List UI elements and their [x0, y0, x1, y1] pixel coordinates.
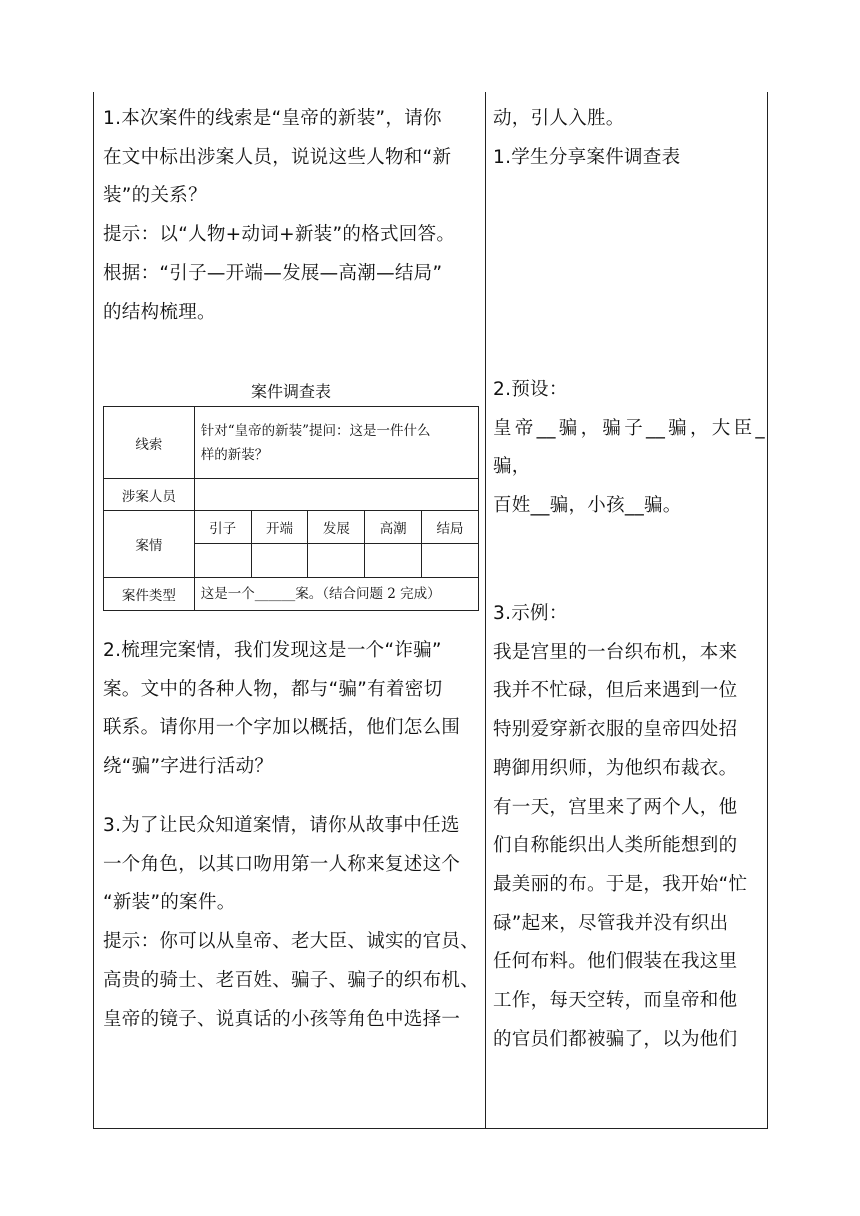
case-type-text: 这是一个______案。（结合问题 2 完成）	[194, 578, 478, 611]
text-line: 在文中标出涉案人员，说说这些人物和“新	[103, 146, 452, 168]
text-line: 高贵的骑士、老百姓、骗子、骗子的织布机、	[103, 969, 480, 991]
text-line: 的官员们都被骗了，以为他们	[493, 1028, 738, 1050]
text-line: 最美丽的布。于是，我开始“忙	[493, 873, 748, 895]
stage-cell	[422, 544, 479, 578]
stage-header: 结局	[422, 511, 479, 544]
stage-cell	[251, 544, 308, 578]
text-line: 任何布料。他们假装在我这里	[493, 951, 738, 973]
text-line: 1.本次案件的线索是“皇帝的新装”，请你	[103, 108, 442, 129]
clue-text: 样的新装？	[200, 446, 269, 463]
case-investigation-table	[103, 406, 479, 611]
stage-header: 开端	[251, 511, 308, 544]
question-3-block	[103, 807, 479, 1039]
text-line: 案。文中的各种人物，都与“骗”有着密切	[103, 678, 443, 700]
text-line: 一个角色，以其口吻用第一人称来复述这个	[103, 853, 461, 875]
intro-block	[493, 100, 765, 177]
preset-block	[493, 371, 765, 526]
preset-title: 2.预设：	[493, 379, 568, 400]
text-line: 联系。请你用一个字加以概括，他们怎么围	[103, 717, 461, 739]
text-line: 我并不忙碌，但后来遇到一位	[493, 680, 738, 702]
clue-text: 针对“皇帝的新装”提问：这是一件什么	[200, 422, 431, 439]
stage-header: 引子	[194, 511, 251, 544]
text-line: 提示：你可以从皇帝、老大臣、诚实的官员、	[103, 931, 480, 953]
people-cell	[194, 479, 478, 511]
text-line: 绕“骗”字进行活动？	[103, 756, 274, 778]
lesson-plan-table	[93, 92, 768, 1129]
text-line: 们自称能织出人类所能想到的	[493, 835, 738, 857]
stage-header: 高潮	[365, 511, 422, 544]
stage-header: 发展	[308, 511, 365, 544]
text-line: 工作，每天空转，而皇帝和他	[493, 990, 738, 1012]
text-line: 动，引人入胜。	[493, 108, 625, 129]
text-line: 有一天，宫里来了两个人，他	[493, 796, 738, 818]
example-block	[493, 595, 765, 1059]
text-line: 提示：以“人物+动词+新装”的格式回答。	[103, 224, 456, 246]
text-line: 聘御用织师，为他织布裁衣。	[493, 757, 738, 779]
question-2-block	[103, 632, 479, 787]
stage-cell	[194, 544, 251, 578]
table-caption: 案件调查表	[250, 382, 331, 401]
example-title: 3.示例：	[493, 603, 568, 624]
text-line: 百姓__骗，小孩__骗。	[493, 495, 682, 517]
text-line: 皇帝的镜子、说真话的小孩等角色中选择一	[103, 1008, 461, 1030]
column-divider	[485, 92, 486, 1128]
text-line: 特别爱穿新衣服的皇帝四处招	[493, 719, 738, 741]
clue-cell	[194, 407, 478, 479]
plot-label: 案情	[104, 511, 195, 578]
text-line: 装”的关系？	[103, 185, 207, 207]
text-line: 2.梳理完案情，我们发现这是一个“诈骗”	[103, 640, 442, 661]
text-line: 皇帝__骗，骗子__骗，大臣_骗，	[493, 417, 765, 478]
text-line: 碌”起来，尽管我并没有织出	[493, 912, 729, 934]
text-line: 1.学生分享案件调查表	[493, 146, 681, 168]
stage-cell	[308, 544, 365, 578]
text-line: 我是宫里的一台织布机，本来	[493, 641, 738, 663]
text-line: 的结构梳理。	[103, 301, 216, 323]
case-type-label: 案件类型	[104, 578, 195, 611]
text-line: 3.为了让民众知道案情，请你从故事中任选	[103, 815, 460, 836]
text-line: 根据：“引子—开端—发展—高潮—结局”	[103, 262, 443, 284]
text-line: “新装”的案件。	[103, 892, 236, 914]
clue-label: 线索	[104, 407, 195, 479]
people-label: 涉案人员	[104, 479, 195, 511]
question-1-block	[103, 100, 479, 332]
stage-cell	[365, 544, 422, 578]
